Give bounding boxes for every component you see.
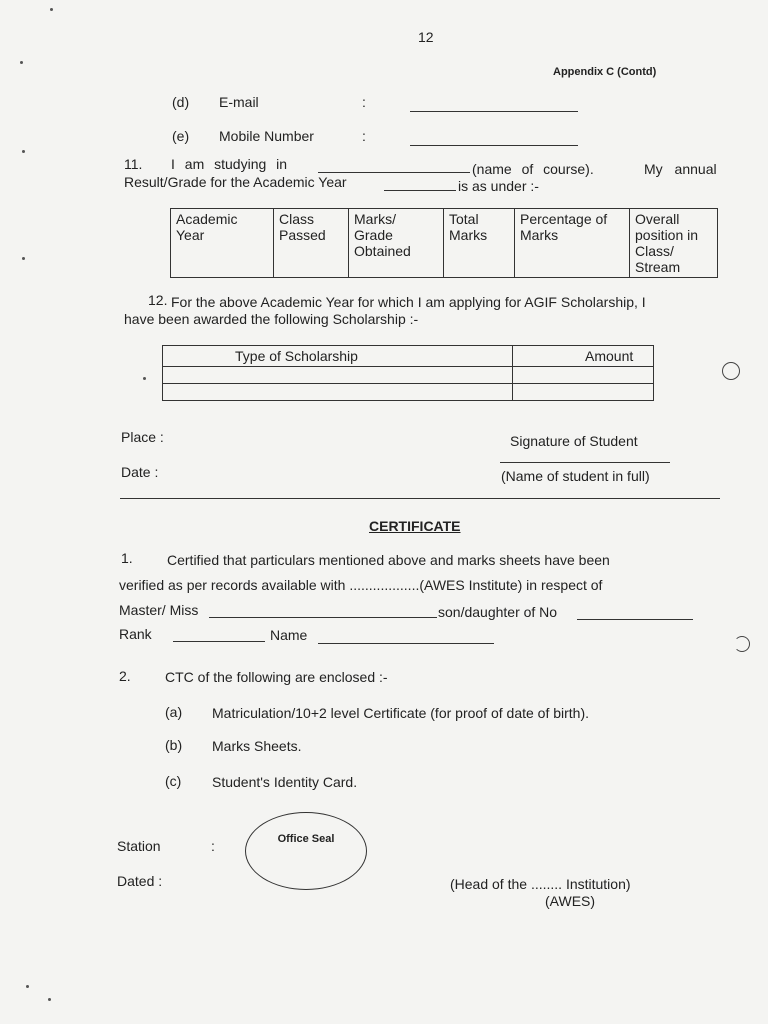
table-header-cell: Total Marks xyxy=(444,209,515,278)
cert-p1-line3-b: son/daughter of No xyxy=(438,604,558,620)
scan-speck xyxy=(22,257,25,260)
cert-p1-number: 1. xyxy=(121,550,133,566)
dated-label: Dated : xyxy=(117,873,163,889)
enclosure-marker: (a) xyxy=(165,704,183,720)
date-label: Date : xyxy=(121,464,159,480)
scan-speck xyxy=(143,377,146,380)
year-blank[interactable] xyxy=(384,190,456,191)
table-header-cell: Amount xyxy=(513,346,654,367)
scan-speck xyxy=(22,150,25,153)
item11-line2-a: Result/Grade for the Academic Year xyxy=(124,174,347,190)
parent-number-blank[interactable] xyxy=(577,619,693,620)
table-row xyxy=(163,346,654,367)
cert-p1-line4-a: Rank xyxy=(119,626,152,642)
rank-blank[interactable] xyxy=(173,641,265,642)
cert-p1-line4-b: Name xyxy=(270,627,308,643)
cert-p2-number: 2. xyxy=(119,668,131,684)
mobile-blank[interactable] xyxy=(410,145,578,146)
email-colon: : xyxy=(362,94,366,110)
table-row xyxy=(171,209,718,278)
table-cell xyxy=(163,367,513,384)
item11-text-b: (name of course). xyxy=(472,161,594,177)
mobile-label: Mobile Number xyxy=(219,128,314,144)
scan-speck xyxy=(20,61,23,64)
page-number: 12 xyxy=(418,29,434,45)
table-row xyxy=(163,384,654,401)
enclosure-text: Marks Sheets. xyxy=(212,738,302,754)
table-cell xyxy=(163,384,513,401)
certificate-title: CERTIFICATE xyxy=(369,518,461,534)
enclosure-marker: (b) xyxy=(165,737,183,753)
scholarship-table xyxy=(162,345,654,401)
table-header-cell: Class Passed xyxy=(274,209,349,278)
item11-text-c: My annual xyxy=(644,161,717,177)
signature-label: Signature of Student xyxy=(510,433,638,449)
name-in-full-label: (Name of student in full) xyxy=(501,468,650,484)
course-blank[interactable] xyxy=(318,172,470,173)
email-marker: (d) xyxy=(172,94,190,110)
results-table xyxy=(170,208,718,278)
station-label: Station xyxy=(117,838,161,854)
office-seal-text: Office Seal xyxy=(277,833,335,845)
table-cell xyxy=(513,367,654,384)
place-label: Place : xyxy=(121,429,164,445)
station-colon: : xyxy=(211,838,215,854)
mobile-colon: : xyxy=(362,128,366,144)
cert-p1-line1: Certified that particulars mentioned above and marks sheets have been xyxy=(167,552,610,568)
section-divider xyxy=(120,498,720,499)
item12-line1: For the above Academic Year for which I am applying for AGIF Scholarship, I xyxy=(171,294,646,310)
item12-number: 12. xyxy=(148,292,168,308)
table-header-cell: Overall position in Class/ Stream xyxy=(630,209,718,278)
name-blank[interactable] xyxy=(318,643,494,644)
table-header-cell: Academic Year xyxy=(171,209,274,278)
table-header-cell: Marks/ Grade Obtained xyxy=(349,209,444,278)
table-header-cell: Type of Scholarship xyxy=(163,346,513,367)
scan-speck xyxy=(50,8,53,11)
awes-label: (AWES) xyxy=(545,893,596,909)
head-of-institution: (Head of the ........ Institution) xyxy=(450,876,631,892)
enclosure-text: Student's Identity Card. xyxy=(212,774,358,790)
scan-speck xyxy=(48,998,51,1001)
table-cell xyxy=(513,384,654,401)
cert-p2-text: CTC of the following are enclosed :- xyxy=(165,669,388,685)
table-row xyxy=(163,367,654,384)
email-label: E-mail xyxy=(219,94,259,110)
mobile-marker: (e) xyxy=(172,128,190,144)
email-blank[interactable] xyxy=(410,111,578,112)
item11-text-a: I am studying in xyxy=(171,156,288,172)
table-header-cell: Percentage of Marks xyxy=(515,209,630,278)
punch-hole-mark xyxy=(734,636,750,652)
office-seal xyxy=(245,812,367,890)
enclosure-marker: (c) xyxy=(165,773,182,789)
enclosure-text: Matriculation/10+2 level Certificate (for proof of date of birth). xyxy=(212,705,590,721)
item11-line2-b: is as under :- xyxy=(458,178,539,194)
scan-speck xyxy=(26,985,29,988)
punch-hole-mark xyxy=(722,362,740,380)
cert-p1-line3-a: Master/ Miss xyxy=(119,602,199,618)
item12-line2: have been awarded the following Scholarship :- xyxy=(124,311,419,327)
signature-line[interactable] xyxy=(500,462,670,463)
cert-p1-line2: verified as per records available with ..................(AWES Institute) in respect of xyxy=(119,577,603,593)
item11-number: 11. xyxy=(124,156,143,172)
appendix-label: Appendix C (Contd) xyxy=(553,66,657,78)
master-miss-blank[interactable] xyxy=(209,617,437,618)
